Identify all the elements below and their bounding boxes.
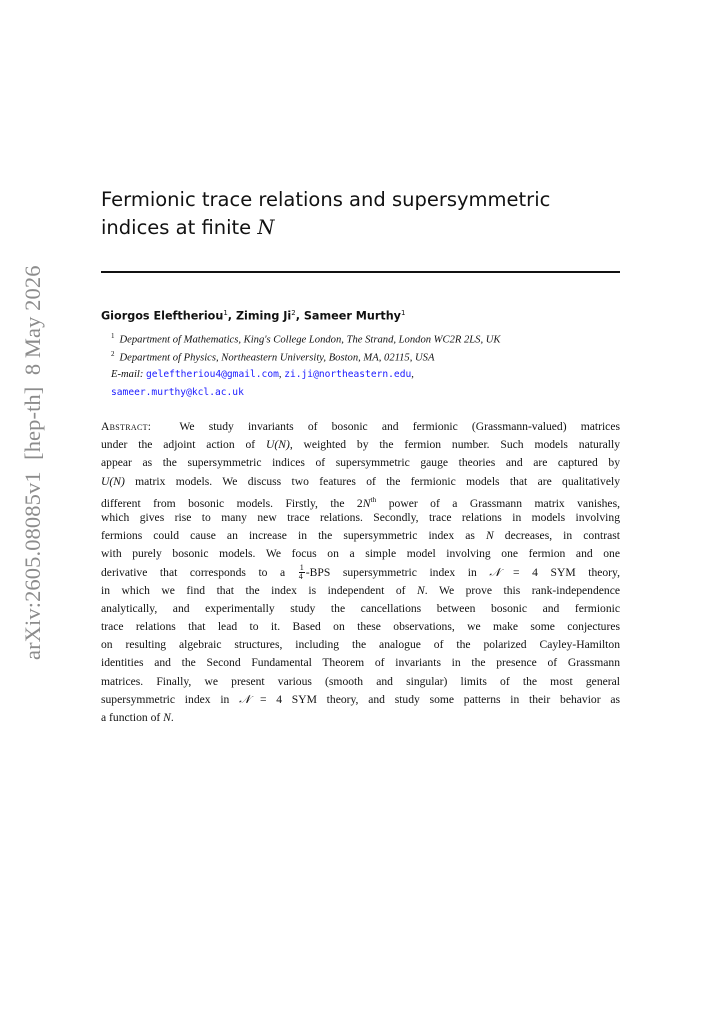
title-math-n: N <box>257 216 275 239</box>
abstract-line: derivative that corresponds to a $\frac{1}{4}$ -BPS supersymmetric index in 𝒩 = 4 SYM theory, <box>101 563 620 582</box>
abstract-line: trace relations that lead to it. Based on these observations, we make some conjectures <box>101 620 620 634</box>
abstract-line: which gives rise to many new trace relations. Secondly, trace relations in models involving <box>101 510 620 524</box>
author-name: Ziming Ji <box>235 309 292 323</box>
author-list: Giorgos Eleftheriou$^1$, Ziming Ji$^2$, Sameer Murthy$^1$ <box>101 309 406 323</box>
title-line-1: Fermionic trace relations and supersymmetric <box>101 188 551 211</box>
math-fraction: $\frac{1}{4}$ <box>298 563 304 582</box>
abstract-line: under the adjoint action of U(N), weighted by the fermion number. Such models naturally <box>101 438 620 452</box>
email-link[interactable]: geleftheriou4@gmail.com <box>146 369 279 380</box>
math-superscript: th <box>370 494 377 504</box>
email-line-1: E-mail: geleftheriou4@gmail.com, zi.ji@northeastern.edu, <box>111 369 414 380</box>
abstract-line: analytically, and experimentally study the cancellations between bosonic and fermionic <box>101 601 620 615</box>
abstract-line: a function of N. <box>101 711 174 724</box>
abstract-line: appear as the supersymmetric indices of supersymmetric gauge theories and are captured by <box>101 456 620 470</box>
math-cal-n: 𝒩 <box>239 692 251 706</box>
arxiv-identifier-sidebar: arXiv:2605.08085v1 [hep-th] 8 May 2026 <box>20 265 45 660</box>
title-line-2-text: indices at finite <box>101 216 258 239</box>
abstract-line: U(N) matrix models. We discuss two features of the fermionic models that are qualitatively <box>101 474 620 488</box>
email-line-2 <box>111 387 244 398</box>
affiliation-1 <box>111 332 501 346</box>
author-affiliation-marker: 1 <box>400 309 406 317</box>
abstract-line: with purely bosonic models. We focus on a simple model involving one fermion and one <box>101 547 620 561</box>
author-name: Giorgos Eleftheriou <box>101 309 224 323</box>
author-name: Sameer Murthy <box>303 309 401 323</box>
abstract-line: fermions could cause an increase in the supersymmetric index as N decreases, in contrast <box>101 529 620 543</box>
affiliation-text: Department of Mathematics, King's College London, The Strand, London WC2R 2LS, UK <box>119 334 501 346</box>
math-un: U(N) <box>265 438 290 452</box>
affiliation-marker: 2 <box>111 350 115 358</box>
math-cal-n: 𝒩 <box>489 565 501 579</box>
abstract-line: matrices. Finally, we present various (smooth and singular) limits of the most general <box>101 674 620 688</box>
author-affiliation-marker: 1 <box>223 309 228 317</box>
paper-title <box>101 186 641 242</box>
email-label: E-mail: <box>111 369 144 380</box>
abstract-line: in which we find that the index is independent of N. We prove this rank-independence <box>101 583 620 597</box>
email-link[interactable]: sameer.murthy@kcl.ac.uk <box>111 387 244 398</box>
affiliation-2 <box>111 350 434 364</box>
affiliation-text: Department of Physics, Northeastern University, Boston, MA, 02115, USA <box>119 352 435 364</box>
abstract-line: different from bosonic models. Firstly, the $2N^{th}$ power of a Grassmann matrix vanishes, <box>101 494 620 510</box>
title-rule <box>101 271 620 273</box>
author-affiliation-marker: 2 <box>291 309 296 317</box>
email-link[interactable]: zi.ji@northeastern.edu <box>284 369 412 380</box>
abstract-heading: Abstract: <box>101 420 152 433</box>
abstract-line: identities and the Second Fundamental Theorem of invariants in the presence of Grassmann <box>101 656 620 670</box>
math-un: U(N) <box>101 474 125 488</box>
abstract-line: Abstract: We study invariants of bosonic and fermionic (Grassmann-valued) matrices <box>101 420 620 433</box>
abstract-line: supersymmetric index in 𝒩 = 4 SYM theory, and study some patterns in their behavior as <box>101 692 620 706</box>
title-line-2 <box>101 214 641 242</box>
affiliation-marker: 1 <box>111 332 115 340</box>
abstract <box>101 418 620 727</box>
abstract-line: on resulting algebraic structures, including the analogue of the polarized Cayley-Hamilton <box>101 638 620 652</box>
